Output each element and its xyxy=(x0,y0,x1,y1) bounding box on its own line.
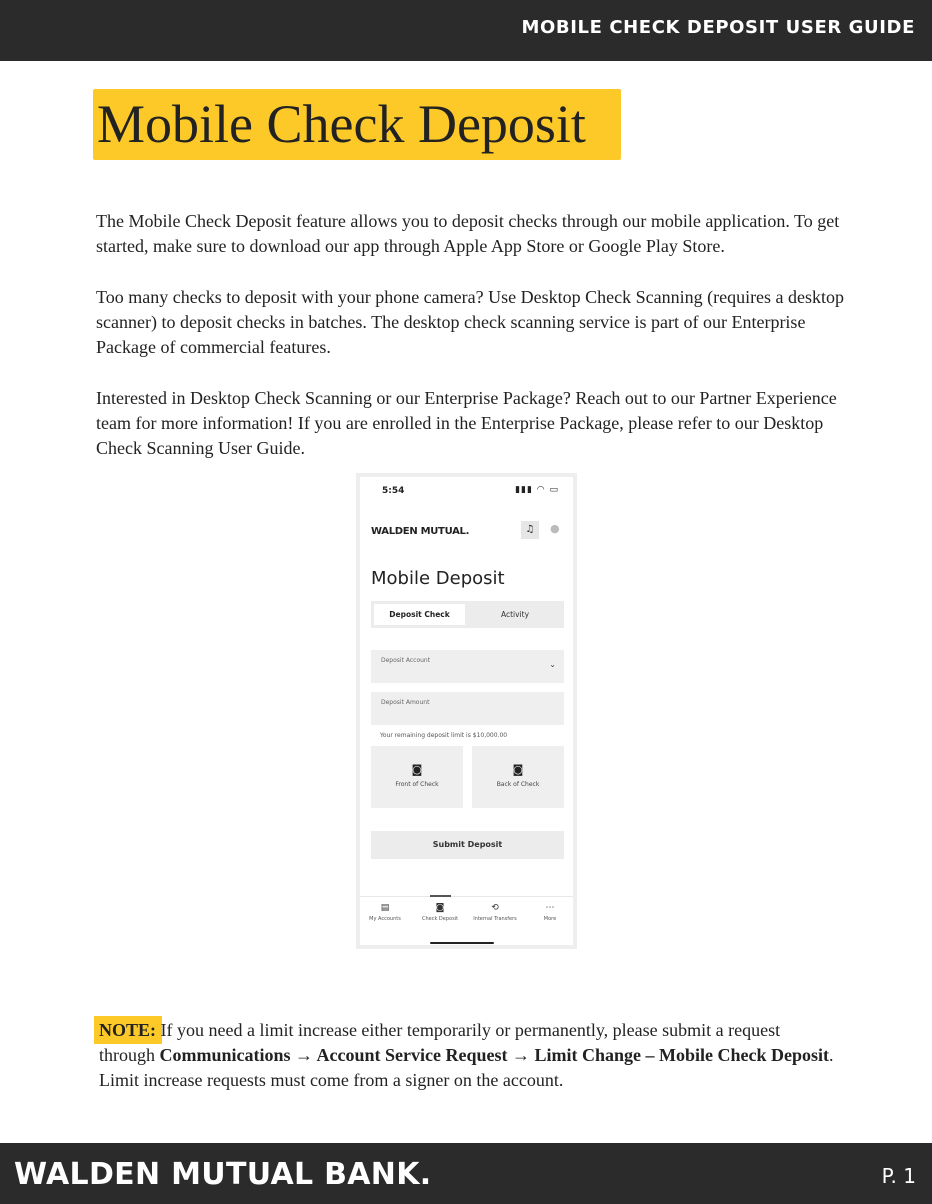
transfer-icon: ⟲ xyxy=(491,903,499,913)
path-arrow: → xyxy=(507,1045,535,1065)
note-text: If you need a limit increase either temporarily or permanently, please submit a request through xyxy=(99,1020,781,1065)
deposit-account-label: Deposit Account xyxy=(381,657,431,664)
desktop-scanning-paragraph: Too many checks to deposit with your phone camera? Use Desktop Check Scanning (requires a desktop scanner) to deposit checks in batches. The desktop check scanning service is part of our Enterprise Package of commercial features. xyxy=(96,287,845,357)
chevron-down-icon: ⌄ xyxy=(549,660,556,669)
page-number: P. 1 xyxy=(881,1164,916,1188)
nav-my-accounts xyxy=(360,903,410,922)
path-arrow: → xyxy=(290,1045,317,1065)
tab-bar xyxy=(371,601,564,628)
deposit-amount-label: Deposit Amount xyxy=(381,699,430,706)
deposit-amount-input xyxy=(371,692,564,725)
nav-label: More xyxy=(543,916,557,922)
footer-brand: WALDEN MUTUAL BANK. xyxy=(14,1157,432,1192)
nav-check-deposit xyxy=(415,903,465,922)
header-title: MOBILE CHECK DEPOSIT USER GUIDE xyxy=(521,17,915,38)
submit-deposit-button: Submit Deposit xyxy=(371,831,564,859)
accounts-icon: ▤ xyxy=(380,903,390,913)
nav-label: Check Deposit xyxy=(421,916,459,922)
tab-deposit-check: Deposit Check xyxy=(374,604,465,625)
nav-active-indicator xyxy=(430,895,451,897)
status-time: 5:54 xyxy=(382,486,405,496)
front-of-check-button xyxy=(371,746,463,808)
camera-icon: ◙ xyxy=(512,763,524,776)
home-indicator xyxy=(430,942,494,944)
path-account-service-request: Account Service Request xyxy=(316,1045,508,1065)
deposit-limit-text: Your remaining deposit limit is $10,000.00 xyxy=(380,732,508,739)
front-of-check-label: Front of Check xyxy=(395,781,439,788)
camera-icon: ◙ xyxy=(411,763,423,776)
status-icons: ▮▮▮ ◠ ▭ xyxy=(515,485,559,495)
back-of-check-label: Back of Check xyxy=(496,781,540,788)
note-text-end: . Limit increase requests must come from a signer on the account. xyxy=(99,1045,834,1090)
user-icon: ● xyxy=(550,522,560,535)
nav-label: Internal Transfers xyxy=(473,916,517,922)
back-of-check-button xyxy=(472,746,564,808)
app-brand: WALDEN MUTUAL. xyxy=(371,526,470,537)
nav-more xyxy=(525,903,575,922)
more-icon: ⋯ xyxy=(545,903,555,913)
note-paragraph xyxy=(99,1018,839,1093)
bell-icon: ♫ xyxy=(521,521,539,539)
phone-screenshot xyxy=(356,473,577,949)
nav-label: My Accounts xyxy=(369,916,401,922)
deposit-account-select xyxy=(371,650,564,683)
nav-internal-transfers xyxy=(470,903,520,922)
note-label: NOTE: xyxy=(99,1020,157,1040)
nav-divider xyxy=(360,896,573,897)
intro-paragraph: The Mobile Check Deposit feature allows you to deposit checks through our mobile application. To get started, make sure to download our app through Apple App Store or Google Play Store. xyxy=(96,211,840,256)
path-communications: Communications xyxy=(159,1045,291,1065)
app-heading: Mobile Deposit xyxy=(371,568,505,589)
path-limit-change: Limit Change – Mobile Check Deposit xyxy=(534,1045,829,1065)
page-title: Mobile Check Deposit xyxy=(97,94,586,154)
tab-activity: Activity xyxy=(500,610,530,619)
camera-icon: ◙ xyxy=(435,903,445,913)
enterprise-paragraph: Interested in Desktop Check Scanning or our Enterprise Package? Reach out to our Partner Experience team for more information! If you are enrolled in the Enterprise Package, please refer to our Desktop Check Scanning User Guide. xyxy=(96,388,837,458)
